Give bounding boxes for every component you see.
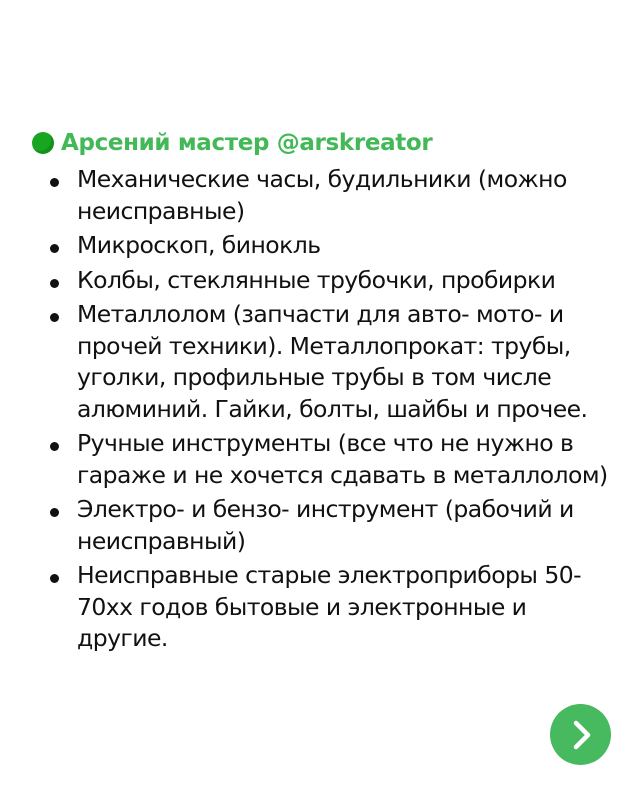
bullet-icon (50, 574, 59, 583)
green-circle-icon (32, 132, 54, 154)
list-item (50, 299, 610, 425)
bullet-icon (50, 279, 59, 288)
bullet-icon (50, 442, 59, 451)
post-header (32, 128, 432, 158)
list-item (50, 428, 610, 491)
next-button[interactable] (550, 704, 611, 765)
list-item (50, 230, 610, 262)
bullet-icon (50, 313, 59, 322)
list-item-text: Механические часы, будильники (можно неисправные) (77, 165, 567, 225)
list-item (50, 265, 610, 297)
bullet-icon (50, 178, 59, 187)
list-item (50, 560, 610, 655)
author-handle: Арсений мастер @arskreator (61, 130, 433, 156)
list-item-text: Колбы, стеклянные трубочки, пробирки (77, 265, 556, 294)
list-item (50, 494, 610, 557)
bullet-icon (50, 244, 59, 253)
bullet-icon (50, 508, 59, 517)
list-item-text: Неисправные старые электроприборы 50-70хх годов бытовые и электронные и другие. (77, 561, 582, 652)
list-item-text: Микроскоп, бинокль (77, 231, 321, 259)
list-item (50, 164, 610, 227)
list-item-text: Металлолом (запчасти для авто- мото- и прочей техники). Металлопрокат: трубы, уголки, профильные трубы в том числе алюминий. Гайки, болты, шайбы и прочее. (77, 300, 588, 423)
item-list (50, 164, 610, 658)
chevron-right-icon (564, 718, 598, 752)
list-item-text: Электро- и бензо- инструмент (рабочий и неисправный) (77, 495, 574, 555)
list-item-text: Ручные инструменты (все что не нужно в гараже и не хочется сдавать в металлолом) (77, 429, 608, 489)
